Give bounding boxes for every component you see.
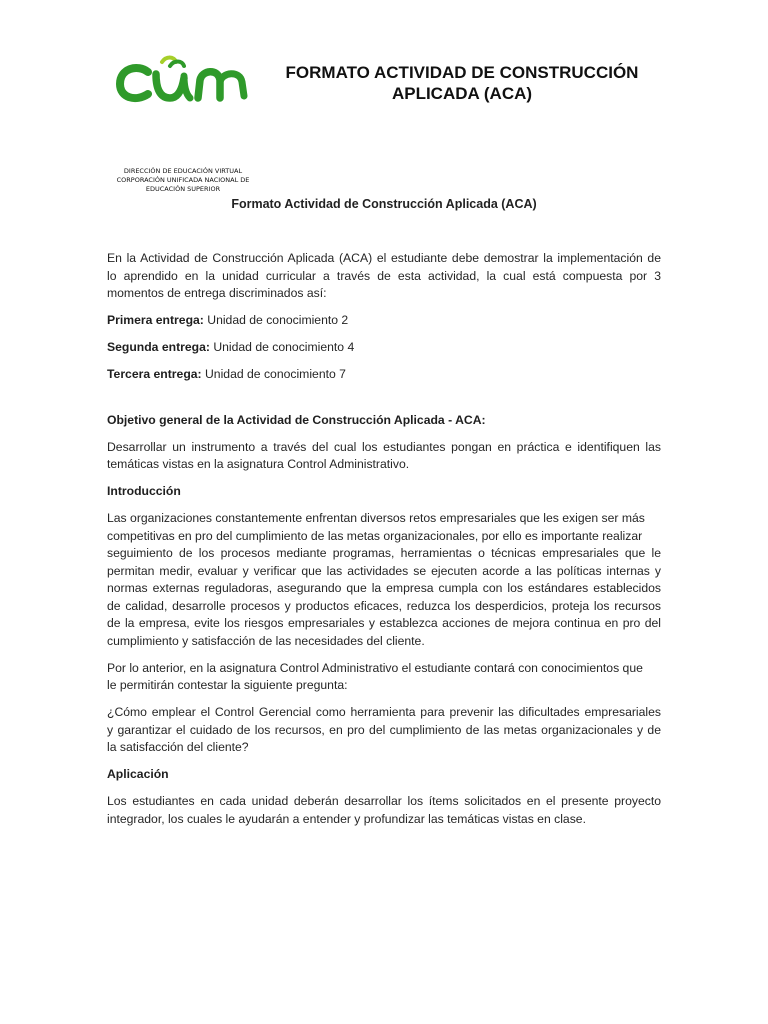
section-title: Formato Actividad de Construcción Aplicada (ACA) — [231, 197, 537, 211]
cun-logo — [114, 52, 254, 110]
text-line: cumplimiento y satisfacción de las necesidades del cliente. — [107, 633, 425, 648]
text-line: le permitirán contestar la siguiente pregunta: — [107, 678, 348, 692]
document-body — [107, 250, 661, 828]
title-line-2: APLICADA (ACA) — [391, 84, 533, 103]
text-line: permitan medir, evaluar y verificar que las actividades se ejecuten acorde a las políticas internas y — [107, 563, 661, 578]
institution-line: DIRECCIÓN DE EDUCACIÓN VIRTUAL — [123, 167, 243, 175]
text-line: la satisfacción del cliente? — [107, 740, 249, 754]
delivery-item — [107, 366, 661, 384]
institution-block — [108, 167, 258, 194]
delivery-value: Unidad de conocimiento 7 — [205, 367, 346, 381]
application-heading: Aplicación — [107, 767, 169, 781]
text-line: normas externas reguladoras, asegurando que la empresa cumpla con los estándares establecidos — [107, 581, 661, 595]
text-line: y garantizar el cuidado de los recursos, en pro del cumplimiento de las metas organizacionales y de — [107, 722, 661, 737]
delivery-item — [107, 339, 661, 357]
institution-line: EDUCACIÓN SUPERIOR — [145, 185, 221, 193]
application-paragraph — [107, 793, 661, 828]
institution-line: CORPORACIÓN UNIFICADA NACIONAL DE — [116, 176, 250, 184]
text-line: Desarrollar un instrumento a través del cual los estudiantes pongan en práctica e identifiquen las — [107, 439, 661, 454]
text-line: En la Actividad de Construcción Aplicada (ACA) el estudiante debe demostrar la implementación de — [107, 251, 661, 265]
text-line: lo aprendido en la unidad curricular a través de esta actividad, la cual está compuesta por 3 — [107, 268, 661, 283]
title-line-1: FORMATO ACTIVIDAD DE CONSTRUCCIÓN — [285, 63, 639, 82]
text-line: ¿Cómo emplear el Control Gerencial como herramienta para prevenir las dificultades empresariales — [107, 705, 661, 719]
delivery-label: Primera entrega: — [107, 313, 204, 327]
text-line: temáticas vistas en la asignatura Control Administrativo. — [107, 457, 410, 471]
delivery-label: Tercera entrega: — [107, 367, 202, 381]
question-paragraph — [107, 704, 661, 757]
delivery-value: Unidad de conocimiento 2 — [207, 313, 349, 327]
cun-logo-icon — [114, 52, 254, 110]
introduction-heading: Introducción — [107, 484, 181, 498]
intro-paragraph — [107, 250, 661, 303]
text-line: competitivas en pro del cumplimiento de las metas organizacionales, por ello es importante realizar — [107, 528, 643, 543]
text-line: de calidad, desarrolle procesos y productos eficaces, reduzca los desperdicios, proteja los recursos — [107, 598, 661, 613]
delivery-item — [107, 312, 661, 330]
text-line: de la empresa, evite los riesgos empresariales y establezca acciones de mejora continua en pro del — [107, 616, 661, 630]
delivery-value: Unidad de conocimiento 4 — [213, 340, 355, 354]
text-line: Los estudiantes en cada unidad deberán desarrollar los ítems solicitados en el presente proyecto — [107, 794, 661, 808]
text-line: Las organizaciones constantemente enfrentan diversos retos empresariales que les exigen ser más — [107, 511, 645, 525]
introduction-paragraph — [107, 660, 661, 695]
document-title — [262, 62, 662, 104]
objective-heading: Objetivo general de la Actividad de Construcción Aplicada - ACA: — [107, 412, 486, 427]
delivery-label: Segunda entrega: — [107, 340, 210, 354]
introduction-paragraph — [107, 510, 661, 650]
text-line: integrador, los cuales le ayudarán a entender y profundizar las temáticas vistas en clase. — [107, 811, 586, 826]
objective-paragraph — [107, 439, 661, 474]
text-line: Por lo anterior, en la asignatura Control Administrativo el estudiante contará con conocimientos que — [107, 660, 643, 675]
text-line: momentos de entrega discriminados así: — [107, 286, 327, 300]
text-line: seguimiento de los procesos mediante programas, herramientas o técnicas empresariales que le — [107, 546, 661, 560]
